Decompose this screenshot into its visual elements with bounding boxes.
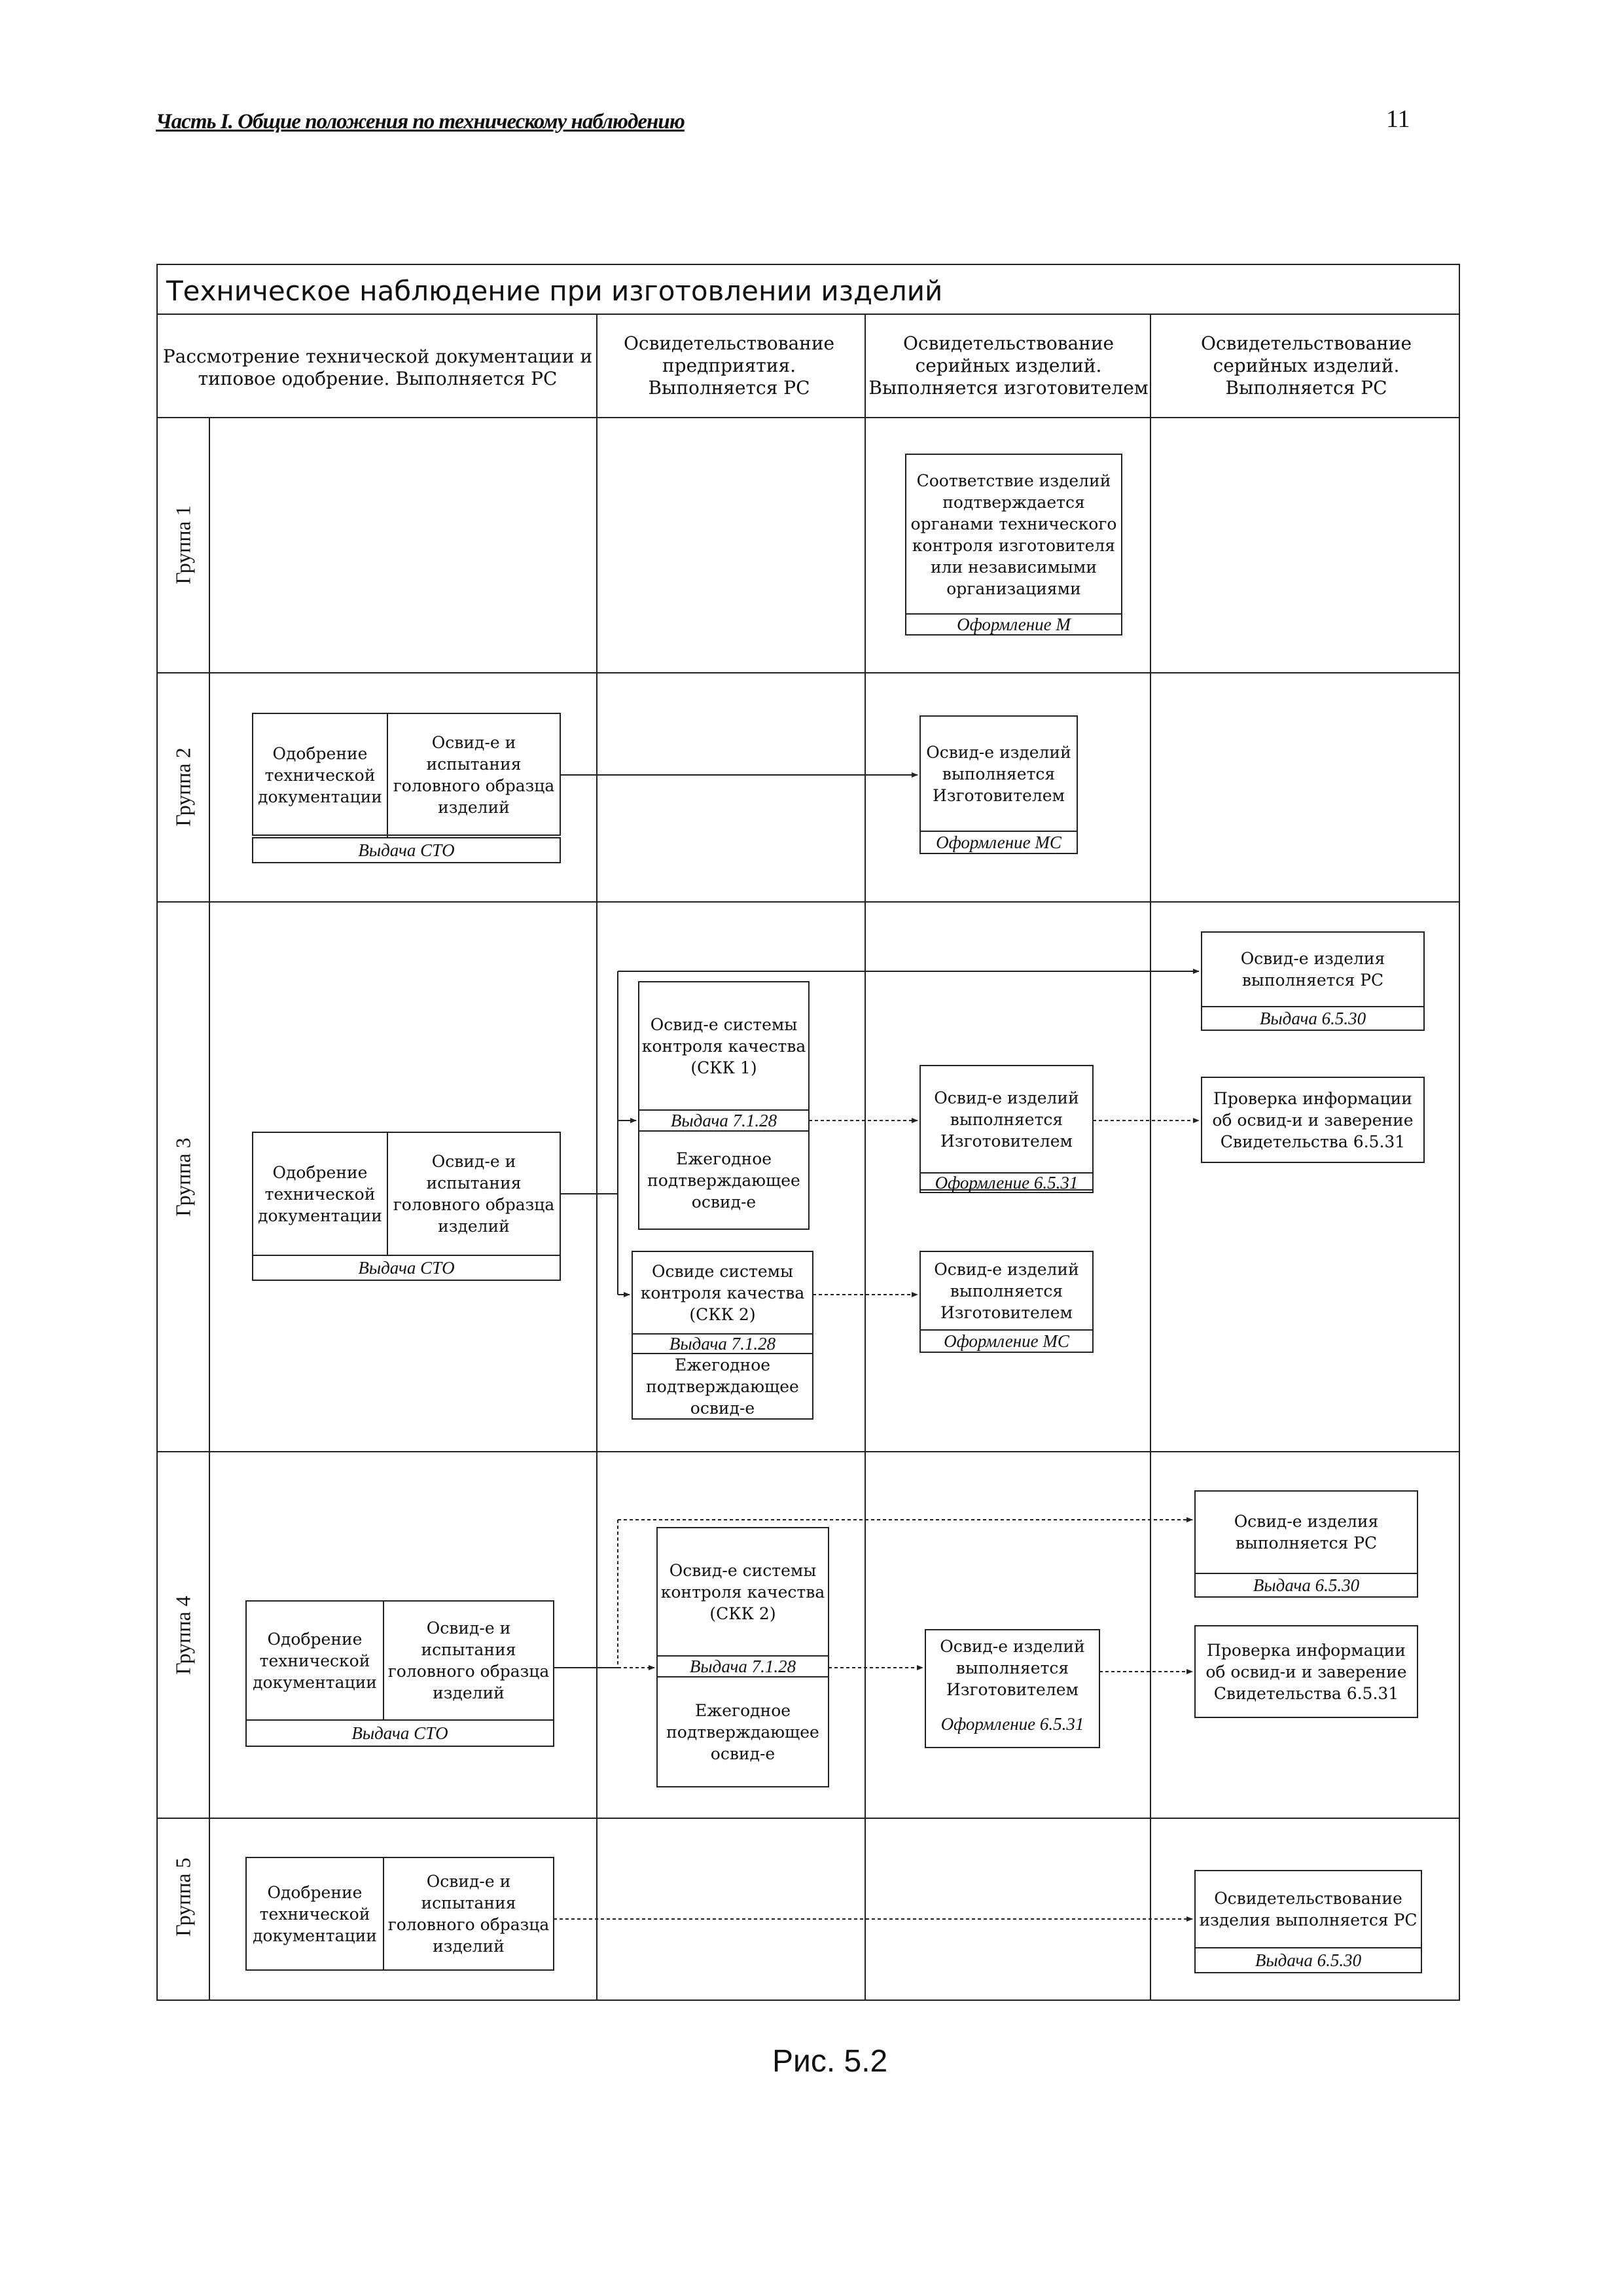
g2-head-sample-box: Освид-е и испытания головного образца изделий — [393, 733, 555, 817]
g3-skk2-box: Освиде системы контроля качества (СКК 2) — [640, 1261, 805, 1324]
column-header-1: Рассмотрение технической документации и типовое одобрение. Выполняется РС — [162, 346, 593, 389]
g4-approval-box: Одобрение технической документации — [253, 1629, 377, 1692]
g3-issue-sto: Выдача СТО — [358, 1257, 455, 1278]
g2-issue-sto: Выдача СТО — [358, 840, 455, 860]
column-header-3: Освидетельствование серийных изделий. Выполняется изготовителем — [868, 332, 1149, 399]
g5-approval-box: Одобрение технической документации — [253, 1882, 377, 1945]
g4-annual: Ежегодное подтверждающее освид-е — [666, 1700, 819, 1763]
g5-issue-6530: Выдача 6.5.30 — [1255, 1950, 1362, 1970]
group-label-5: Группа 5 — [171, 1857, 195, 1937]
g2-mfr-survey-box: Освид-е изделий выполняется Изготовителем — [926, 742, 1071, 805]
g4-rs-item-box: Освид-е изделия выполняется РС — [1234, 1512, 1379, 1552]
g3-info-check-box: Проверка информации об освид-и и заверение Свидетельства 6.5.31 — [1212, 1088, 1414, 1151]
group-label-3: Группа 3 — [171, 1138, 195, 1217]
figure-caption: Рис. 5.2 — [772, 2044, 888, 2079]
g3-issue-7128-a: Выдача 7.1.28 — [670, 1110, 777, 1130]
g3-head-sample-box: Освид-е и испытания головного образца изделий — [393, 1152, 555, 1236]
page-number: 11 — [1386, 105, 1410, 133]
column-header-4: Освидетельствование серийных изделий. Выполняется РС — [1200, 332, 1412, 399]
g4-info-check-box: Проверка информации об освид-и и заверение Свидетельства 6.5.31 — [1205, 1640, 1407, 1703]
g5-rs-survey-box: Освидетельствование изделия выполняется РС — [1199, 1889, 1418, 1929]
g3-form-mc: Оформление МС — [944, 1331, 1069, 1351]
g3-issue-6530: Выдача 6.5.30 — [1259, 1008, 1366, 1028]
g2-approval-box: Одобрение технической документации — [258, 744, 382, 806]
g4-form-6531: Оформление 6.5.31 — [940, 1713, 1084, 1734]
g4-mfr-survey: Освид-е изделий выполняется Изготовителем — [940, 1636, 1085, 1699]
g5-head-sample-box: Освид-е и испытания головного образца изделий — [387, 1872, 550, 1956]
g4-issue-6530: Выдача 6.5.30 — [1253, 1575, 1360, 1595]
diagram-title: Техническое наблюдение при изготовлении изделий — [166, 275, 943, 307]
g1-form-m: Оформление М — [957, 614, 1071, 634]
g3-mfr-survey-b: Освид-е изделий выполняется Изготовителем — [934, 1259, 1079, 1322]
g4-issue-7128: Выдача 7.1.28 — [689, 1656, 796, 1676]
g3-skk1-box: Освид-е системы контроля качества (СКК 1) — [641, 1014, 806, 1077]
g3-mfr-survey-a: Освид-е изделий выполняется Изготовителем — [934, 1088, 1079, 1151]
g3-annual-a: Ежегодное подтверждающее освид-е — [647, 1149, 800, 1211]
g4-issue-sto: Выдача СТО — [351, 1723, 448, 1743]
g3-rs-item-box: Освид-е изделия выполняется РС — [1240, 949, 1385, 990]
group-label-4: Группа 4 — [171, 1596, 195, 1675]
group-label-2: Группа 2 — [171, 747, 195, 827]
column-header-2: Освидетельствование предприятия. Выполняется РС — [623, 332, 835, 399]
g3-form-6531: Оформление 6.5.31 — [935, 1172, 1079, 1193]
g4-head-sample-box: Освид-е и испытания головного образца изделий — [387, 1619, 550, 1702]
g2-form-mc: Оформление МС — [936, 832, 1061, 852]
g1-conformity-box: Соответствие изделий подтверждается органами технического контроля изготовителя или независимыми организациями — [910, 471, 1117, 598]
group-label-1: Группа 1 — [171, 505, 195, 584]
g3-approval-box: Одобрение технической документации — [258, 1162, 382, 1225]
g3-issue-7128-b: Выдача 7.1.28 — [669, 1333, 776, 1354]
section-header: Часть I. Общие положения по техническому наблюдению — [156, 110, 685, 134]
g3-annual-b: Ежегодное подтверждающее освид-е — [646, 1355, 799, 1418]
g4-skk2-box: Освид-е системы контроля качества (СКК 2) — [660, 1560, 825, 1623]
